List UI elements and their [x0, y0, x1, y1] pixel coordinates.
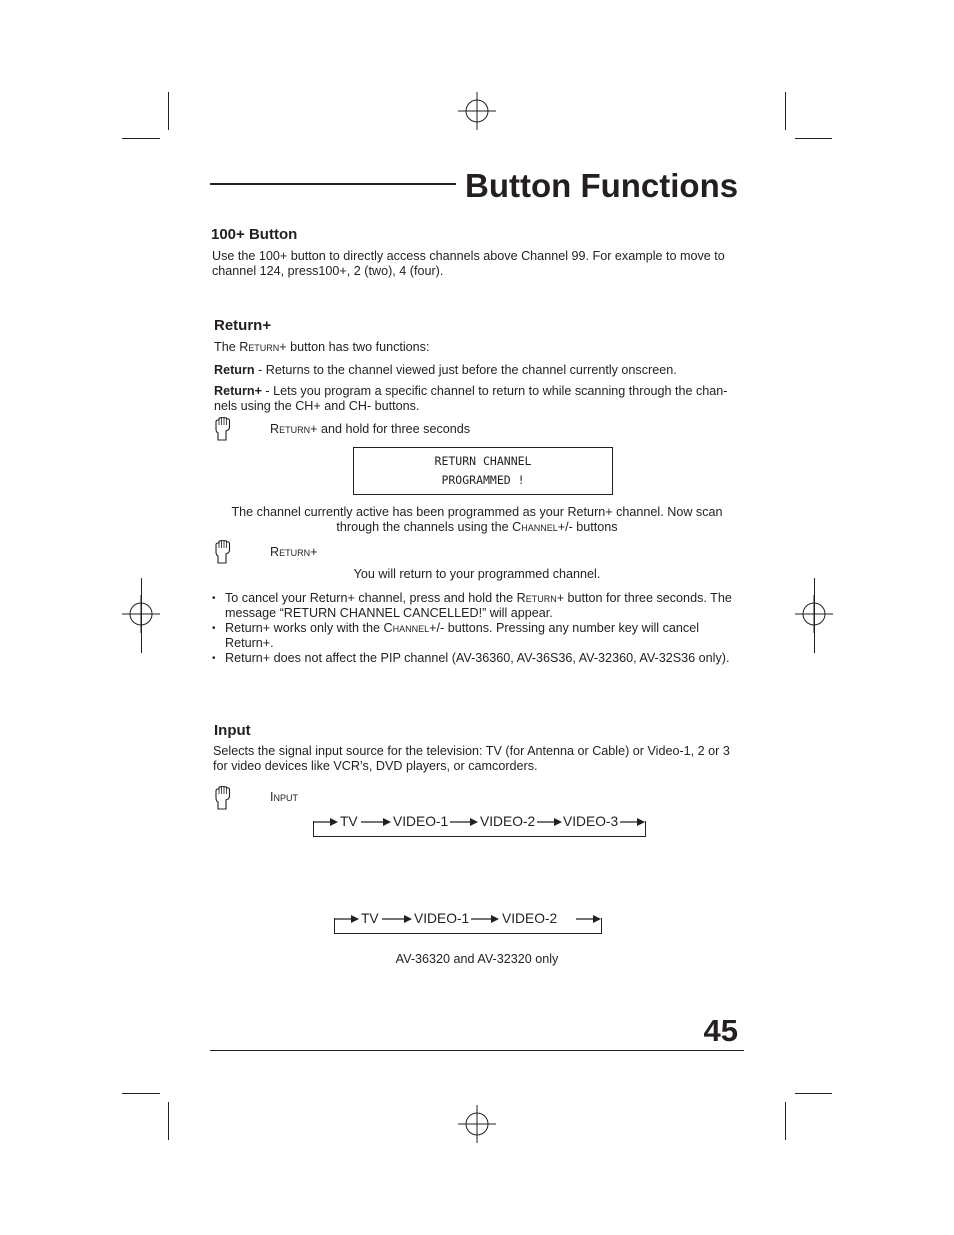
section-heading-return: Return+ [214, 317, 272, 334]
crop-mark [795, 1093, 832, 1094]
onscreen-message-line: RETURN CHANNEL [434, 454, 532, 468]
arrow-right-icon [450, 817, 479, 827]
arrow-right-icon [471, 914, 500, 924]
arrow-right-icon [313, 817, 339, 827]
paragraph-return-programmed-note: The channel currently active has been programmed as your Return+ channel. Now scan through the channels using the Channel+/- buttons [231, 505, 723, 534]
paragraph-return-result: You will return to your programmed channel. [353, 567, 601, 581]
arrow-right-icon [576, 914, 602, 924]
onscreen-message-line: PROGRAMMED ! [441, 473, 525, 487]
crop-mark [122, 138, 160, 139]
section-heading-input: Input [214, 722, 251, 739]
crop-mark [785, 92, 786, 130]
arrow-right-icon [361, 817, 392, 827]
arrow-right-icon [620, 817, 646, 827]
page-title: Button Functions [465, 167, 739, 204]
crop-mark [122, 1093, 160, 1094]
sequence-label: VIDEO-2 [480, 814, 536, 829]
sequence-label: VIDEO-1 [393, 814, 449, 829]
model-note: AV-36320 and AV-32320 only [395, 952, 559, 966]
press-hand-icon [214, 417, 240, 441]
press-hand-icon [214, 786, 240, 810]
list-item: • Return+ does not affect the PIP channel (AV-36360, AV-36S36, AV-32360, AV-32S36 only). [212, 651, 734, 666]
section-heading-100-button: 100+ Button [211, 226, 298, 243]
paragraph-input: Selects the signal input source for the television: TV (for Antenna or Cable) or Video-1, 2 or 3 for video devices like VCR’s, DVD players, or camcorders. [213, 744, 730, 773]
step-press-return: Return+ [270, 545, 318, 559]
registration-mark-icon [458, 1105, 496, 1143]
list-item: • To cancel your Return+ channel, press and hold the Return+ button for three seconds. The message “RETURN CHANNEL CANCELLED!” will appear. [212, 591, 734, 621]
step-press-input: Input [270, 790, 298, 804]
crop-mark [785, 1102, 786, 1140]
arrow-right-icon [382, 914, 413, 924]
title-rule [210, 183, 456, 185]
paragraph-100-button: Use the 100+ button to directly access channels above Channel 99. For example to move to channel 124, press100+, 2 (two), 4 (four). [212, 249, 725, 278]
page-number: 45 [703, 1013, 738, 1048]
return-notes-list [212, 591, 734, 666]
step-press-return-hold: Return+ and hold for three seconds [270, 422, 471, 436]
crop-mark [168, 92, 169, 130]
list-item: • Return+ works only with the Channel+/- buttons. Pressing any number key will cancel Return+. [212, 621, 734, 651]
onscreen-message-box [353, 447, 613, 495]
sequence-label: VIDEO-2 [502, 911, 558, 926]
crop-mark [141, 578, 142, 653]
paragraph-return-intro: The Return+ button has two functions: [214, 340, 430, 354]
button-name: Return+ [239, 340, 287, 354]
sequence-label: TV [361, 911, 379, 926]
press-hand-icon [214, 540, 240, 564]
crop-mark [168, 1102, 169, 1140]
paragraph-return-function: Return - Returns to the channel viewed just before the channel currently onscreen. [214, 363, 677, 377]
sequence-label: VIDEO-1 [414, 911, 470, 926]
sequence-label: VIDEO-3 [563, 814, 619, 829]
arrow-right-icon [334, 914, 360, 924]
registration-mark-icon [458, 92, 496, 130]
footer-rule [210, 1050, 744, 1051]
crop-mark [795, 138, 832, 139]
sequence-label: TV [340, 814, 358, 829]
crop-mark [814, 578, 815, 653]
paragraph-return-plus-function: Return+ - Lets you program a specific channel to return to while scanning through the chan-nels using the CH+ and CH- buttons. [214, 384, 728, 413]
arrow-right-icon [537, 817, 563, 827]
